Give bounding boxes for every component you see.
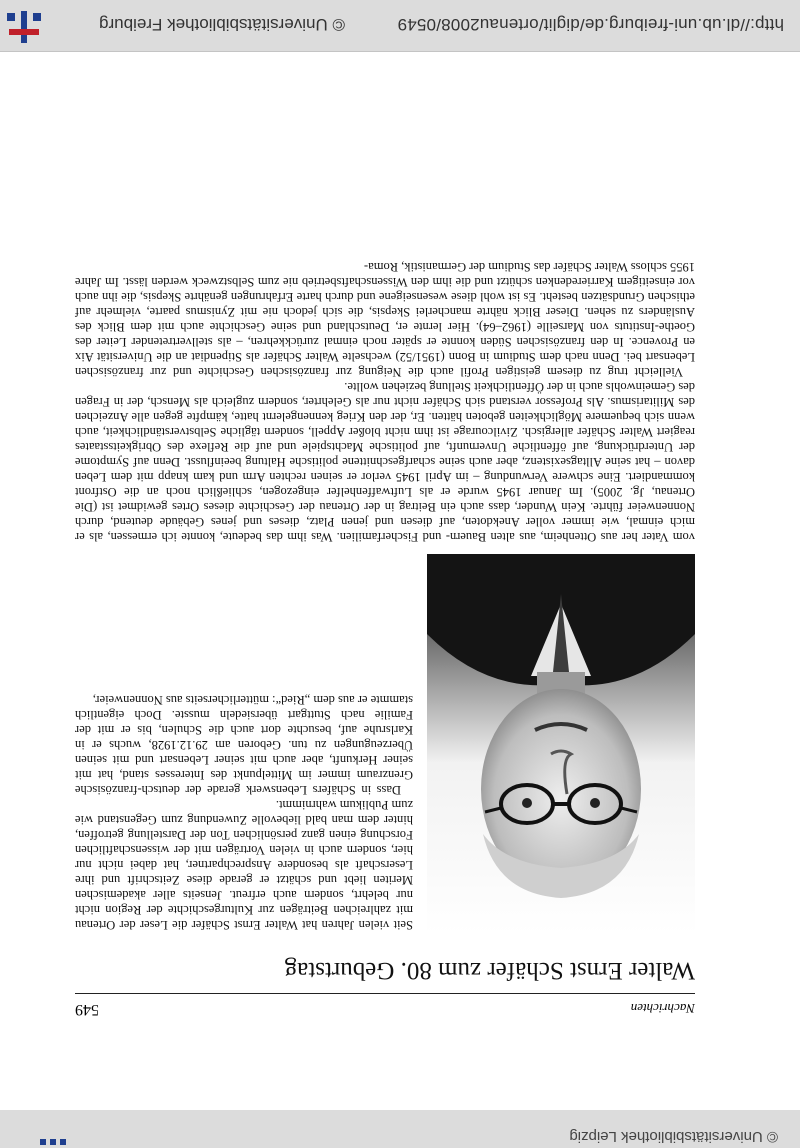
intro-paragraph: Seit vielen Jahren hat Walter Ernst Schäfer die Leser der Ortenau mit zahlreichen Beiträgen zur Kulturgeschichte der Region nicht nur belehrt, sondern auch erfreut. Jenseits aller akademischen Meriten liebt und schätzt er gerade diese Zeitschrift und ihre Leserschaft als besondere Ansprechpartner, hat dabei nicht nur hier, sondern auch in vielen Vorträgen mit der wissenschaftlichen Forschung einen ganz persönlichen Ton der Darstellung getroffen, hinter dem man bald liebevolle Zuwendung zum Gegenstand wie zum Publikum wahrnimmt. [75,798,413,932]
biography-paragraph: vom Vater her aus Ottenheim, aus alten Bauern- und Fischerfamilien. Was ihm das bedeute, konnte ich ermessen, als er mich einmal, wie immer voller Anekdoten, auf diesen und jenen Platz, dieses und jenes Gebäude deutend, durch Nonnenweier führte. Kein Wunder, dass auch ein Beitrag in der Ortenau der Geschichte dieses Ortes gewidmet ist (Die Ortenau, Jg. 2005). Im Januar 1945 wurde er als Luftwaffenhelfer eingezogen, schließlich noch an die Ostfront kommandiert. Eine schwere Verwundung – im April 1945 verlor er seinen rechten Arm und kam knapp mit dem Leben davon – hat seine Alltagsexistenz, aber auch seine scharfgeschnittene politische Haltung beeinflusst. Denn auf Symptome der Unterdrückung, auf öffentliche Unvernunft, auf politische Machtspiele und auf die Reflexe des Obrigkeitsstaates reagiert Walter Schäfer allergisch. Zivilcourage ist ihm nicht bloßer Appell, sondern tägliche Selbstverständlichkeit, auch wenn sich bequemere Möglichkeiten geboten hätten. Er, der den Krieg kennengelernt hatte, kämpfte gegen alle Anzeichen des Militarismus. Als Professor verstand sich Schäfer nicht nur als Gelehrter, sondern zugleich als Mensch, der in Fragen des Gemeinwohls auch in der Öffentlichkeit Stellung beziehen wollte. [75,380,695,544]
library-credit: © Universitätsbibliothek Freiburg [99,15,345,34]
viewer-header [0,1109,800,1148]
page-url[interactable]: http://dl.ub.uni-freiburg.de/diglit/ortenau2008/0549 [397,15,784,34]
scanned-page [0,52,800,1110]
side-column [75,692,413,932]
portrait-photo [427,554,695,934]
page-number: 549 [75,1001,99,1018]
viewer-footer [0,0,800,52]
full-width-text [75,259,695,544]
top-library-credit: © Universitätsbibliothek Leipzig [569,1128,778,1145]
france-paragraph: Vielleicht trug zu diesem geistigen Profil auch die Neigung zur französischen Geschichte und zur französischen Lebensart bei. Denn nach dem Studium in Bonn (1951/52) wechselte Walter Schäfer als Stipendiat an die Universität Aix en Provence. In den französischen Süden konnte er später noch einmal zurückkehren, – als stellvertretender Leiter des Goethe-Instituts von Marseille (1962–64). Hier lernte er, Deutschland und seine Geschichte auch mit dem Blick des Ausländers zu sehen. Dieser Blick nährte mancherlei Skepsis, die sich jedoch nie mit Zynismus paarte, vielmehr auf ethischen Grundsätzen besteht. Es ist wohl diese wesenseigene und durch harte Erfahrungen genährte Skepsis, die ihn auch vor einseitigem Karrieredenken schützt und die ihm den Wissenschaftsbetrieb nie zum Selbstzweck werden lässt. Im Jahre 1955 schloss Walter Schäfer das Studium der Germanistik, Roma- [75,260,695,379]
running-head [75,994,695,1024]
university-logo-icon [3,7,45,47]
article-title: Walter Ernst Schäfer zum 80. Geburtstag [284,957,695,984]
section-title: Nachrichten [630,1001,695,1016]
leipzig-logo-icon [30,1117,70,1147]
origin-paragraph: Dass in Schäfers Lebenswerk gerade der deutsch-französische Grenzraum immer im Mittelpunkt des Interesses stand, hat mit seiner Herkunft, aber auch mit seiner Lebensart und mit seinen Überzeugungen zu tun. Geboren am 29.12.1928, wuchs er in Karlsruhe auf, besuchte dort auch die Schulen, bis er mit der Familie nach Stuttgart übersiedeln musste. Doch eigentlich stammte er aus dem „Ried“: mütterlicherseits aus Nonnenweier, [75,693,413,797]
header-rule [75,993,695,994]
